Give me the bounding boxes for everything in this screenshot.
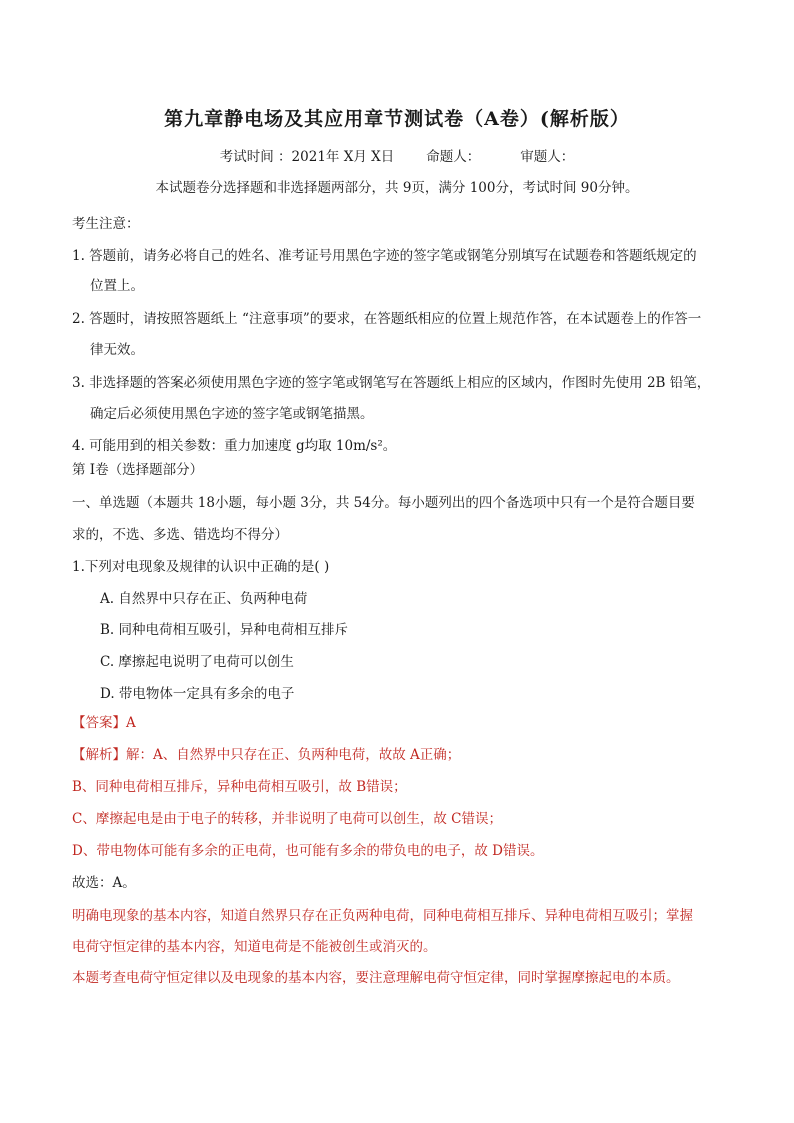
option-a: A. 自然界中只存在正、负两种电荷 <box>100 591 308 607</box>
notice-item-4: 4. 可能用到的相关参数：重力加速度 g均取 10m/s²。 <box>72 438 397 454</box>
reviewer: 审题人： <box>520 149 575 165</box>
notice-item-2-cont: 律无效。 <box>90 342 144 358</box>
notice-item-2: 2. 答题时，请按照答题纸上 “注意事项”的要求，在答题纸相应的位置上规范作答，在本试题卷上的作答一 <box>72 311 702 327</box>
analysis-line-3: C、摩擦起电是由于电子的转移，并非说明了电荷可以创生，故 C错误； <box>72 811 502 827</box>
option-d: D. 带电物体一定具有多余的电子 <box>100 686 295 702</box>
analysis-label: 【解析】 <box>72 747 126 763</box>
part-heading: 第 I卷（选择题部分） <box>72 462 204 478</box>
option-b: B. 同种电荷相互吸引，异种电荷相互排斥 <box>100 622 349 638</box>
question-stem: 1.下列对电现象及规律的认识中正确的是( ) <box>72 559 330 575</box>
summary-line-1: 明确电现象的基本内容，知道自然界只存在正负两种电荷，同种电荷相互排斥、异种电荷相互吸引；掌握 <box>72 908 693 924</box>
final-choice: 故选：A。 <box>72 875 136 891</box>
notice-item-1: 1. 答题前，请务必将自己的姓名、准考证号用黑色字迹的签字笔或钢笔分别填写在试题卷和答题纸规定的 <box>72 248 697 264</box>
analysis-text: 解：A、自然界中只存在正、负两种电荷，故故 A正确； <box>126 747 461 763</box>
section-heading: 一、单选题（本题共 18小题，每小题 3分，共 54分。每小题列出的四个备选项中只有一个是符合题目要 <box>72 495 695 511</box>
notice-item-3: 3. 非选择题的答案必须使用黑色字迹的签字笔或钢笔写在答题纸上相应的区域内，作图时先使用 2B 铅笔， <box>72 375 711 391</box>
exam-intro: 本试题卷分选择题和非选择题两部分，共 9页，满分 100分，考试时间 90分钟。 <box>155 180 639 196</box>
notice-item-1-cont: 位置上。 <box>90 278 144 294</box>
notice-item-3-cont: 确定后必须使用黑色字迹的签字笔或钢笔描黑。 <box>90 406 374 422</box>
analysis-line-2: B、同种电荷相互排斥，异种电荷相互吸引，故 B错误； <box>72 779 407 795</box>
exam-meta <box>0 145 794 165</box>
analysis-line-4: D、带电物体可能有多余的正电荷，也可能有多余的带负电的电子，故 D错误。 <box>72 843 544 859</box>
summary-line-2: 电荷守恒定律的基本内容，知道电荷是不能被创生或消灭的。 <box>72 939 437 955</box>
exam-time: 考试时间 ：2021年 X月 X日 <box>219 149 395 165</box>
section-heading-cont: 求的，不选、多选、错选均不得分） <box>72 527 288 543</box>
author: 命题人： <box>426 149 481 165</box>
summary-line-3: 本题考查电荷守恒定律以及电现象的基本内容，要注意理解电荷守恒定律，同时掌握摩擦起电的本质。 <box>72 970 680 986</box>
notice-heading: 考生注意： <box>72 216 140 232</box>
page-title: 第九章静电场及其应用章节测试卷（A卷）(解析版） <box>164 108 630 130</box>
option-c: C. 摩擦起电说明了电荷可以创生 <box>100 654 294 670</box>
analysis-line-1 <box>72 743 460 763</box>
answer: 【答案】A <box>72 715 136 731</box>
